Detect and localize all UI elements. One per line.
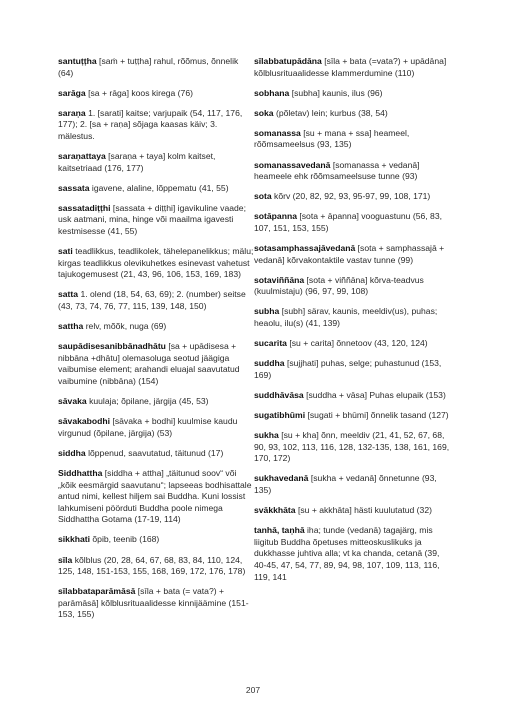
entry-definition: [sassata + diṭṭhi] igavikuline vaade; usk aatmani, mina, hinge või maailma igavesti kestmisesse (41, 55) [58,202,246,237]
glossary-entry [58,203,254,238]
entry-term: sati [58,246,73,257]
entry-definition: kõrv (20, 82, 92, 93, 95-97, 99, 108, 171) [271,191,431,202]
entry-definition: (põletav) lein; kurbus (38, 54) [273,107,388,118]
entry-definition: [su + akkhāta] hästi kuulutatud (32) [295,505,432,516]
entry-term: sattha [58,321,84,332]
entry-term: sotasamphassajāvedanā [254,243,356,254]
entry-term: somanassa [254,127,301,138]
entry-term: sukha [254,430,279,441]
glossary-entry [254,338,450,350]
glossary-entry [254,275,450,298]
glossary-entry [58,56,254,79]
glossary-entry [58,246,254,281]
entry-term: suddhāvāsa [254,389,304,400]
glossary-entry [58,289,254,312]
entry-term: sīlabbatupādāna [254,56,322,66]
entry-definition: [su + carita] õnnetoov (43, 120, 124) [286,338,428,349]
entry-term: sāvakabodhi [58,416,111,427]
entry-term: suddha [254,358,285,369]
entry-definition: [su + mana + ssa] heameel, rõõmsameelsus (93, 135) [254,127,410,150]
glossary-entry [254,306,450,329]
glossary-entry [58,151,254,174]
entry-definition: [sota + samphassajā + vedanā] kõrvakontaktile vastav tunne (99) [254,243,445,265]
entry-term: santuṭṭha [58,56,97,66]
entry-term: saraṇa [58,107,86,118]
entry-term: saraṇattaya [58,151,106,162]
glossary-entry [58,321,254,333]
glossary-entry [254,160,450,183]
glossary-entry [58,396,254,408]
entry-definition: [sa + upādisesa + nibbāna +dhātu] olemasoluga seotud jäägiga vaibumise element; arahandi eluajal saavutatud vaibumine (nibbāna) (154) [58,341,240,386]
glossary-entry [254,358,450,381]
glossary-entry [254,525,450,583]
glossary-entry [254,128,450,151]
entry-definition: igavene, alaline, lõppematu (41, 55) [89,182,229,193]
glossary-entry [254,390,450,402]
entry-term: somanassavedanā [254,159,331,170]
glossary-entry [254,505,450,517]
glossary-entry [254,211,450,234]
glossary-entry [254,191,450,203]
entry-term: sarāga [58,87,86,98]
entry-term: Siddhattha [58,467,103,478]
glossary-entry [254,108,450,120]
entry-definition: [sāvaka + bodhi] kuulmise kaudu virgunud (õpilane, järgija) (53) [58,416,238,438]
entry-term: sāvaka [58,396,87,407]
entry-term: sukhavedanā [254,473,309,484]
entry-definition: [somanassa + vedanā] heameele ehk rõõmsameelsuse tunne (93) [254,159,420,182]
glossary-entry [254,56,450,79]
entry-definition: lõppenud, saavutatud, täitunud (17) [85,447,224,458]
entry-term: soka [254,107,274,118]
entry-term: satta [58,289,79,300]
glossary-entry [58,183,254,195]
glossary-entry [58,108,254,143]
entry-definition: iha; tunde (vedanā) tagajärg, mis liigitub Buddha õpetuses mitteoskuslikuks ja dukkhasse juhtiva alla; vt ka chanda, cetanā (39, 40-45, 47, 54, 77, 89, 94, 98, 107, 109, 113, 116, 119, 141 [254,525,440,582]
entry-definition: relv, mõõk, nuga (69) [83,321,167,332]
left-column [58,56,254,629]
entry-term: siddha [58,447,86,458]
entry-term: sugatibhūmi [254,409,306,420]
glossary-entry [254,430,450,465]
glossary-entry [254,410,450,422]
glossary-entry [254,473,450,496]
entry-definition: [sa + rāga] koos kirega (76) [85,87,193,98]
entry-definition: [subha] kaunis, ilus (96) [289,87,383,98]
entry-definition: 1. olend (18, 54, 63, 69); 2. (number) seitse (43, 73, 74, 76, 77, 115, 139, 148, 150) [58,289,246,311]
glossary-entry [58,555,254,578]
entry-term: sobhana [254,87,290,98]
page-number: 207 [245,685,261,695]
entry-definition: [sota + viññāna] kõrva-teadvus (kuulmistaju) (96, 97, 99, 108) [254,274,424,297]
entry-term: sīlabbataparāmāsā [58,586,136,597]
entry-term: sikkhati [58,534,91,545]
entry-term: subha [254,306,280,317]
entry-definition: [sukha + vedanā] õnnetunne (93, 135) [254,473,437,495]
entry-definition: [sugati + bhūmi] õnnelik tasand (127) [305,409,449,420]
entry-term: sassatadiṭṭhi [58,202,111,213]
glossary-entry [58,416,254,439]
entry-definition: [suddha + vāsa] Puhas elupaik (153) [303,389,446,400]
glossary-entry [254,243,450,266]
glossary-entry [254,88,450,100]
entry-definition: õpib, teenib (168) [90,534,160,545]
entry-definition: [sīla + bata (= vata?) + parāmāsā] kõlblusrituaalidesse kinnijäämine (151-153, 155) [58,586,249,620]
entry-definition: [subh] särav, kaunis, meeldiv(us), puhas; heaolu, ilu(s) (41, 139) [254,306,438,328]
glossary-entry [58,341,254,387]
entry-definition: [siddha + attha] „täitunud soov“ või „kõik eesmärgid saavutanu“; lapseeas bodhisattale antud nimi, kellest hiljem sai Buddha. Kuni lossist lahkumiseni pöörduti Buddha poole nimega Siddhattha Gotama (17-19, 114) [58,467,252,525]
entry-term: sassata [58,182,90,193]
entry-definition: [saṁ + tuṭṭha] rahul, rõõmus, õnnelik (64) [58,56,239,78]
entry-definition: kuulaja; õpilane, järgija (45, 53) [86,396,209,407]
glossary-entry [58,88,254,100]
entry-definition: 1. [sarati] kaitse; varjupaik (54, 117, 176, 177); 2. [sa + raṇa] sõjaga kaasas käiv; 3. mälestus. [58,107,243,141]
glossary-entry [58,468,254,526]
entry-term: svākkhāta [254,505,296,516]
entry-term: sīla [58,554,73,565]
entry-term: sota [254,191,272,202]
entry-definition: [su + kha] õnn, meeldiv (21, 41, 52, 67, 68, 90, 93, 102, 113, 116, 128, 132-135, 138, 161, 169, 170, 172) [254,430,450,464]
entry-definition: kõlblus (20, 28, 64, 67, 68, 83, 84, 110, 124, 125, 148, 151-153, 155, 168, 169, 172, 176, 178) [58,554,246,577]
glossary-entry [58,586,254,621]
entry-term: tanhā, taṇhā [254,525,305,536]
entry-term: sotāpanna [254,211,297,222]
entry-definition: [sota + āpanna] vooguastunu (56, 83, 107, 151, 153, 155) [254,211,442,233]
right-column [254,56,450,592]
entry-term: saupādisesanibbānadhātu [58,341,166,352]
glossary-entry [58,448,254,460]
entry-definition: [sīla + bata (=vata?) + upādāna] kõlblusrituaalidesse klammerdumine (110) [254,56,447,78]
entry-definition: teadlikkus, teadlikolek, tähelepanelikkus; mälu; kirgas teadlikkus olevikuhetkes esinevast vahetust tajukogemusest (21, 43, 96, 106, 153, 169, 183) [58,246,254,280]
glossary-entry [58,534,254,546]
entry-term: sotaviññāna [254,274,305,285]
entry-definition: [saraṇa + taya] kolm kaitset, kaitsetriaad (176, 177) [58,151,216,173]
entry-term: sucarita [254,338,287,349]
entry-definition: [sujjhati] puhas, selge; puhastunud (153, 169) [254,358,442,380]
